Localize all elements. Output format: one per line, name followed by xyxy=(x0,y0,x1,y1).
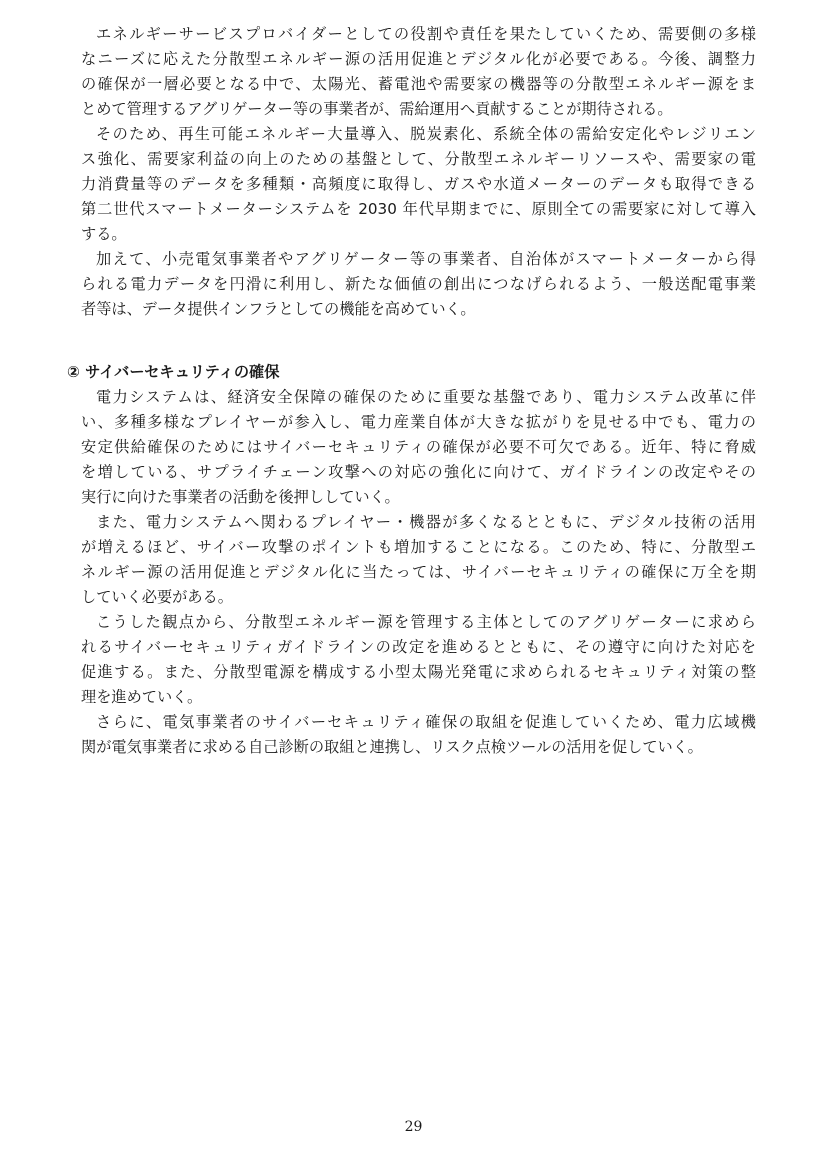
text-line: また、電力システムへ関わるプレイヤー・機器が多くなるとともに、デジタル技術の活用 xyxy=(96,513,756,531)
paragraph xyxy=(81,247,756,322)
text-line: 関が電気事業者に求める自己診断の取組と連携し、リスク点検ツールの活用を促していく。 xyxy=(81,738,703,756)
text-line: られる電力データを円滑に利用し、新たな価値の創出につなげられるよう、一般送配電事業 xyxy=(81,275,756,293)
text-line: とめて管理するアグリゲーター等の事業者が、需給運用へ貢献することが期待される。 xyxy=(81,100,673,118)
text-line: エネルギーサービスプロバイダーとしての役割や責任を果たしていくため、需要側の多様 xyxy=(96,25,756,43)
text-line: ネルギー源の活用促進とデジタル化に当たっては、サイバーセキュリティの確保に万全を期 xyxy=(81,563,756,581)
text-line: さらに、電気事業者のサイバーセキュリティ確保の取組を促進していくため、電力広域機 xyxy=(96,713,756,731)
top-paragraphs xyxy=(81,22,756,322)
section-heading: ② サイバーセキュリティの確保 xyxy=(67,363,280,381)
section-gap xyxy=(81,322,756,360)
text-line: していく必要がある。 xyxy=(81,588,233,606)
text-line: なニーズに応えた分散型エネルギー源の活用促進とデジタル化が必要である。今後、調整力 xyxy=(81,50,756,68)
paragraph xyxy=(81,385,756,510)
paragraph xyxy=(81,510,756,610)
text-line: 実行に向けた事業者の活動を後押ししていく。 xyxy=(81,488,400,506)
text-line: が増えるほど、サイバー攻撃のポイントも増加することになる。このため、特に、分散型エ xyxy=(81,538,756,556)
text-line: 第二世代スマートメーターシステムを 2030 年代早期までに、原則全ての需要家に対して導入 xyxy=(81,200,756,218)
text-line: 力消費量等のデータを多種類・高頻度に取得し、ガスや水道メーターのデータも取得できる xyxy=(81,175,756,193)
paragraph xyxy=(81,22,756,122)
text-line: そのため、再生可能エネルギー大量導入、脱炭素化、系統全体の需給安定化やレジリエン xyxy=(96,125,756,143)
text-line: 電力システムは、経済安全保障の確保のために重要な基盤であり、電力システム改革に伴 xyxy=(96,388,756,406)
text-line: れるサイバーセキュリティガイドラインの改定を進めるとともに、その遵守に向けた対応を xyxy=(81,638,756,656)
text-line: を増している、サプライチェーン攻撃への対応の強化に向けて、ガイドラインの改定やその xyxy=(81,463,756,481)
text-line: ス強化、需要家利益の向上のための基盤として、分散型エネルギーリソースや、需要家の電 xyxy=(81,150,756,168)
text-line: 安定供給確保のためにはサイバーセキュリティの確保が必要不可欠である。近年、特に脅威 xyxy=(81,438,756,456)
text-line: する。 xyxy=(81,225,127,243)
text-line: い、多種多様なプレイヤーが参入し、電力産業自体が大きな拡がりを見せる中でも、電力の xyxy=(81,413,756,431)
text-line: 促進する。また、分散型電源を構成する小型太陽光発電に求められるセキュリティ対策の整 xyxy=(81,663,756,681)
text-line: こうした観点から、分散型エネルギー源を管理する主体としてのアグリゲーターに求めら xyxy=(96,613,756,631)
paragraph xyxy=(81,710,756,760)
paragraph xyxy=(81,610,756,710)
text-line: 者等は、データ提供インフラとしての機能を高めていく。 xyxy=(81,300,476,318)
body-text xyxy=(67,22,756,760)
paragraph xyxy=(81,122,756,247)
section-paragraphs xyxy=(81,385,756,760)
text-line: 加えて、小売電気事業者やアグリゲーター等の事業者、自治体がスマートメーターから得 xyxy=(96,250,756,268)
page-number: 29 xyxy=(404,1119,423,1135)
text-line: の確保が一層必要となる中で、太陽光、蓄電池や需要家の機器等の分散型エネルギー源をま xyxy=(81,75,756,93)
text-line: 理を進めていく。 xyxy=(81,688,203,706)
